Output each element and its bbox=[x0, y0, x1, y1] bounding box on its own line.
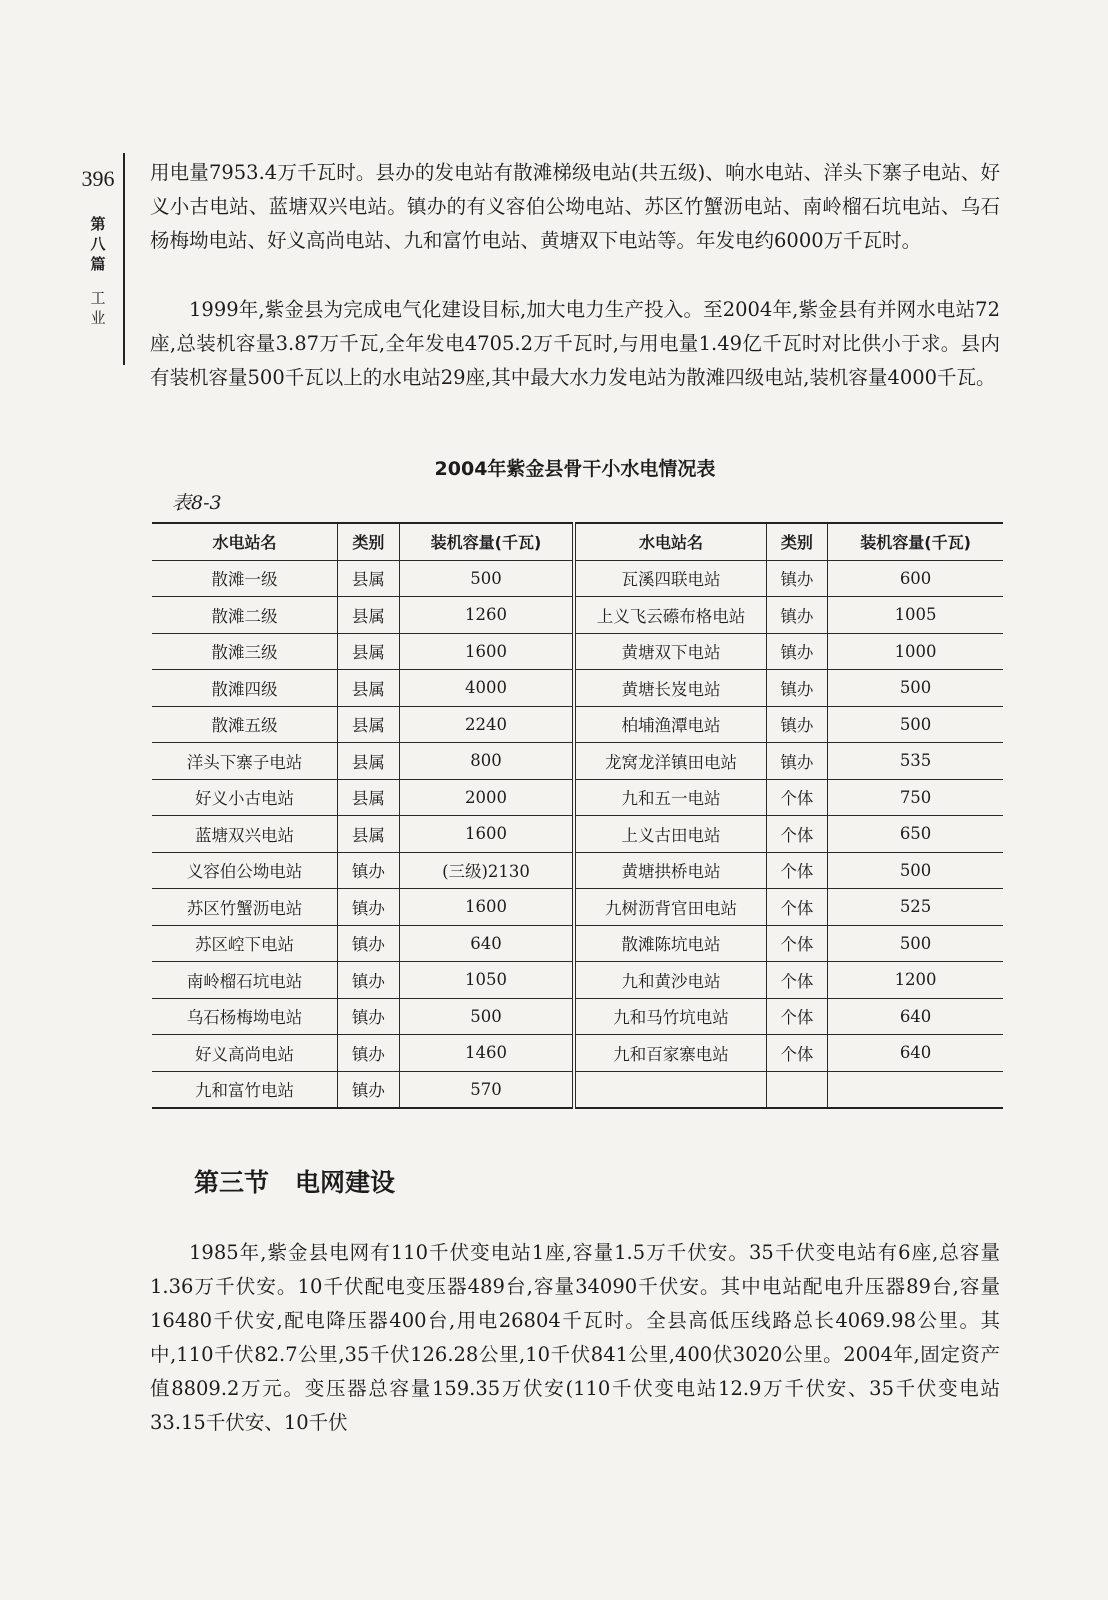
station-capacity: 500 bbox=[399, 560, 574, 597]
station-type: 镇办 bbox=[766, 670, 828, 707]
station-type: 镇办 bbox=[338, 1071, 400, 1108]
station-type: 县属 bbox=[338, 816, 400, 853]
station-type: 镇办 bbox=[338, 998, 400, 1035]
station-type: 个体 bbox=[766, 1035, 828, 1072]
table-row bbox=[152, 962, 1003, 999]
station-name: 黄塘长岌电站 bbox=[574, 670, 766, 707]
table-row bbox=[152, 560, 1003, 597]
station-capacity: 650 bbox=[828, 816, 1003, 853]
table-number: 表8-3 bbox=[172, 492, 222, 514]
part-title: 工业 bbox=[90, 289, 106, 327]
station-capacity: 500 bbox=[828, 852, 1003, 889]
station-name: 瓦溪四联电站 bbox=[574, 560, 766, 597]
station-capacity: 1000 bbox=[828, 633, 1003, 670]
station-name: 九树沥背官田电站 bbox=[574, 889, 766, 926]
table-row bbox=[152, 816, 1003, 853]
header-type: 类别 bbox=[766, 523, 828, 560]
station-name: 苏区竹蟹沥电站 bbox=[152, 889, 338, 926]
table-row bbox=[152, 889, 1003, 926]
station-capacity: 2000 bbox=[399, 779, 574, 816]
station-name: 龙窝龙洋镇田电站 bbox=[574, 743, 766, 780]
station-type: 镇办 bbox=[766, 633, 828, 670]
table-row bbox=[152, 633, 1003, 670]
station-capacity: 750 bbox=[828, 779, 1003, 816]
station-type: 镇办 bbox=[338, 962, 400, 999]
station-type: 镇办 bbox=[766, 743, 828, 780]
section-number: 第三节 bbox=[194, 1168, 270, 1197]
station-capacity: 640 bbox=[828, 1035, 1003, 1072]
station-name: 好义高尚电站 bbox=[152, 1035, 338, 1072]
paragraph-1 bbox=[150, 156, 1000, 258]
paragraph-text: 1999年,紫金县为完成电气化建设目标,加大电力生产投入。至2004年,紫金县有并网水电站72座,总装机容量3.87万千瓦,全年发电4705.2万千瓦时,与用电量1.49亿千瓦时对比供小于求。县内有装机容量500千瓦以上的水电站29座,其中最大水力发电站为散滩四级电站,装机容量4000千瓦。 bbox=[150, 298, 1000, 389]
station-capacity: 1050 bbox=[399, 962, 574, 999]
station-type bbox=[766, 1071, 828, 1108]
margin-column bbox=[70, 166, 126, 328]
station-name: 九和黄沙电站 bbox=[574, 962, 766, 999]
station-type: 个体 bbox=[766, 962, 828, 999]
station-name: 义容伯公坳电站 bbox=[152, 852, 338, 889]
station-type: 个体 bbox=[766, 816, 828, 853]
table-row bbox=[152, 779, 1003, 816]
station-name: 柏埔渔潭电站 bbox=[574, 706, 766, 743]
station-type: 个体 bbox=[766, 998, 828, 1035]
paragraph-2 bbox=[150, 293, 1000, 395]
header-name: 水电站名 bbox=[574, 523, 766, 560]
station-capacity bbox=[828, 1071, 1003, 1108]
station-name: 南岭榴石坑电站 bbox=[152, 962, 338, 999]
station-capacity: 640 bbox=[399, 925, 574, 962]
hydropower-table bbox=[152, 522, 1003, 1109]
station-name: 黄塘拱桥电站 bbox=[574, 852, 766, 889]
station-capacity: 640 bbox=[828, 998, 1003, 1035]
station-name: 黄塘双下电站 bbox=[574, 633, 766, 670]
station-name: 苏区崆下电站 bbox=[152, 925, 338, 962]
station-name: 九和百家寨电站 bbox=[574, 1035, 766, 1072]
table-title: 2004年紫金县骨干小水电情况表 bbox=[434, 458, 716, 480]
station-capacity: 1460 bbox=[399, 1035, 574, 1072]
paragraph-text: 1985年,紫金县电网有110千伏变电站1座,容量1.5万千伏安。35千伏变电站有6座,总容量1.36万千伏安。10千伏配电变压器489台,容量34090千伏安。其中电站配电升压器89台,容量16480千伏安,配电降压器400台,用电26804千瓦时。全县高低压线路总长4069.98公里。其中,110千伏82.7公里,35千伏126.28公里,10千伏841公里,400伏3020公里。2004年,固定资产值8809.2万元。变压器总容量159.35万伏安(110千伏变电站12.9万千伏安、35千伏变电站33.15千伏安、10千伏 bbox=[150, 1241, 1000, 1434]
station-type: 县属 bbox=[338, 633, 400, 670]
station-capacity: 570 bbox=[399, 1071, 574, 1108]
station-name: 好义小古电站 bbox=[152, 779, 338, 816]
station-capacity: 500 bbox=[828, 706, 1003, 743]
station-capacity: 1005 bbox=[828, 597, 1003, 634]
table-header-row bbox=[152, 523, 1003, 560]
table-row bbox=[152, 670, 1003, 707]
station-type: 镇办 bbox=[338, 889, 400, 926]
table-row bbox=[152, 852, 1003, 889]
paragraph-3 bbox=[150, 1236, 1000, 1440]
station-name: 洋头下寨子电站 bbox=[152, 743, 338, 780]
station-name: 上义飞云礤布格电站 bbox=[574, 597, 766, 634]
station-capacity: 500 bbox=[828, 670, 1003, 707]
station-name: 上义古田电站 bbox=[574, 816, 766, 853]
station-type: 县属 bbox=[338, 743, 400, 780]
station-type: 镇办 bbox=[766, 560, 828, 597]
station-type: 县属 bbox=[338, 706, 400, 743]
table-row bbox=[152, 597, 1003, 634]
station-capacity: 1260 bbox=[399, 597, 574, 634]
table-row bbox=[152, 1071, 1003, 1108]
station-type: 镇办 bbox=[338, 925, 400, 962]
table-row bbox=[152, 925, 1003, 962]
station-capacity: 1600 bbox=[399, 816, 574, 853]
station-capacity: 500 bbox=[399, 998, 574, 1035]
page-number: 396 bbox=[81, 166, 115, 191]
station-name: 九和五一电站 bbox=[574, 779, 766, 816]
station-capacity: 500 bbox=[828, 925, 1003, 962]
station-capacity: 800 bbox=[399, 743, 574, 780]
station-type: 个体 bbox=[766, 925, 828, 962]
station-name: 散滩四级 bbox=[152, 670, 338, 707]
station-capacity: 1600 bbox=[399, 633, 574, 670]
station-type: 镇办 bbox=[338, 1035, 400, 1072]
station-capacity: 1600 bbox=[399, 889, 574, 926]
station-capacity: 600 bbox=[828, 560, 1003, 597]
table-row bbox=[152, 1035, 1003, 1072]
station-name: 九和马竹坑电站 bbox=[574, 998, 766, 1035]
station-capacity: 4000 bbox=[399, 670, 574, 707]
station-name: 散滩陈坑电站 bbox=[574, 925, 766, 962]
table-row bbox=[152, 706, 1003, 743]
station-name: 乌石杨梅坳电站 bbox=[152, 998, 338, 1035]
header-capacity: 装机容量(千瓦) bbox=[828, 523, 1003, 560]
station-name: 散滩二级 bbox=[152, 597, 338, 634]
station-capacity: 2240 bbox=[399, 706, 574, 743]
station-type: 个体 bbox=[766, 889, 828, 926]
section-title: 电网建设 bbox=[295, 1168, 396, 1197]
station-type: 镇办 bbox=[766, 597, 828, 634]
station-capacity: (三级)2130 bbox=[399, 852, 574, 889]
station-name: 九和富竹电站 bbox=[152, 1071, 338, 1108]
station-type: 镇办 bbox=[338, 852, 400, 889]
station-name: 散滩三级 bbox=[152, 633, 338, 670]
station-type: 县属 bbox=[338, 779, 400, 816]
section-heading bbox=[194, 1163, 395, 1199]
part-label: 第八篇 bbox=[90, 215, 106, 273]
station-name bbox=[574, 1071, 766, 1108]
station-name: 散滩五级 bbox=[152, 706, 338, 743]
station-name: 散滩一级 bbox=[152, 560, 338, 597]
station-capacity: 535 bbox=[828, 743, 1003, 780]
station-type: 县属 bbox=[338, 560, 400, 597]
station-type: 县属 bbox=[338, 597, 400, 634]
paragraph-text: 用电量7953.4万千瓦时。县办的发电站有散滩梯级电站(共五级)、响水电站、洋头下寨子电站、好义小古电站、蓝塘双兴电站。镇办的有义容伯公坳电站、苏区竹蟹沥电站、南岭榴石坑电站、乌石杨梅坳电站、好义高尚电站、九和富竹电站、黄塘双下电站等。年发电约6000万千瓦时。 bbox=[150, 161, 1000, 252]
station-type: 个体 bbox=[766, 779, 828, 816]
station-type: 县属 bbox=[338, 670, 400, 707]
table-row bbox=[152, 743, 1003, 780]
header-type: 类别 bbox=[338, 523, 400, 560]
header-capacity: 装机容量(千瓦) bbox=[399, 523, 574, 560]
header-name: 水电站名 bbox=[152, 523, 338, 560]
station-name: 蓝塘双兴电站 bbox=[152, 816, 338, 853]
station-type: 个体 bbox=[766, 852, 828, 889]
margin-rule bbox=[123, 153, 125, 365]
station-type: 镇办 bbox=[766, 706, 828, 743]
station-capacity: 1200 bbox=[828, 962, 1003, 999]
station-capacity: 525 bbox=[828, 889, 1003, 926]
table-row bbox=[152, 998, 1003, 1035]
